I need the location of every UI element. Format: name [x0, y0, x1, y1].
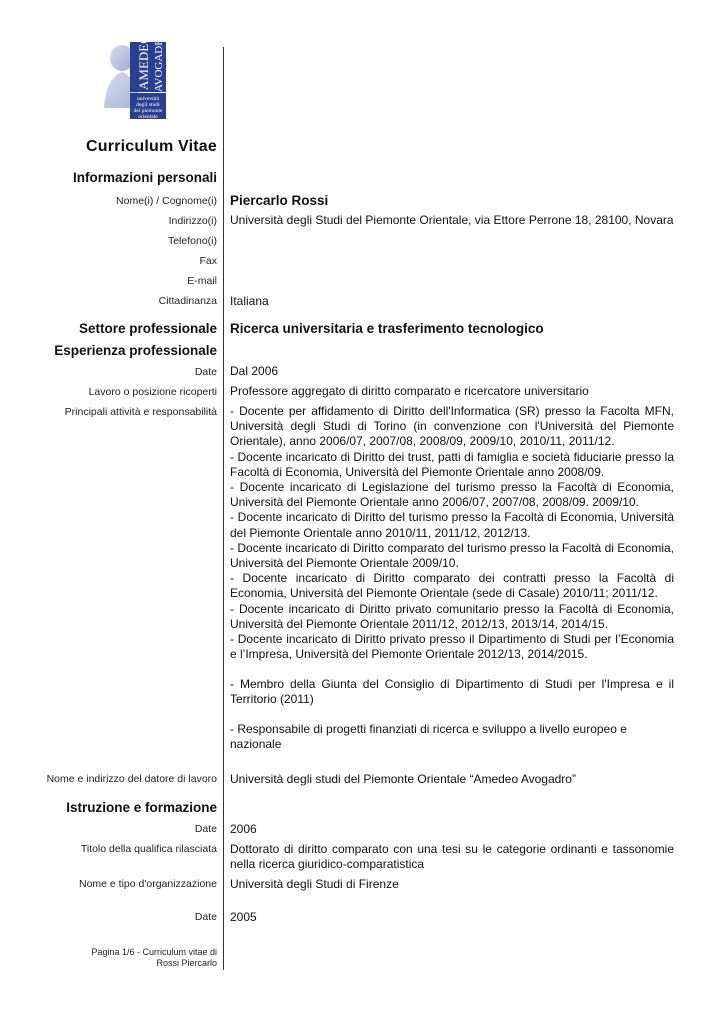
citizenship-label: Cittadinanza	[158, 295, 217, 307]
footer-divider	[223, 946, 224, 970]
employer-label: Nome e indirizzo del datore di lavoro	[46, 773, 217, 785]
activity-item: - Docente incaricato di Diritto dei trust, patti di famiglia e società fiduciarie presso la Facoltà di Economia, Università del Piemonte Orientale anno 2008/09.	[230, 449, 674, 479]
activity-item: - Docente incaricato di Legislazione del turismo presso la Facoltà di Economia, Università del Piemonte Orientale anno 2006/07, 2007/08, 2008/09. 2009/10.	[230, 480, 674, 510]
qualification-value: Dottorato di diritto comparato con una tesi su le categorie ordinanti e tassonomie nella ricerca giuridico-comparatistica	[230, 842, 674, 872]
experience-date-value: Dal 2006	[230, 364, 279, 378]
citizenship-value: Italiana	[230, 294, 269, 308]
experience-date-label: Date	[194, 366, 217, 378]
document-title: Curriculum Vitae	[86, 138, 217, 155]
activity-item: - Docente incaricato di Diritto del turismo presso la Facoltà di Economia, Università del Piemonte Orientale anno 2010/11, 2011/12, 2012/13.	[230, 510, 674, 540]
fax-label: Fax	[199, 255, 217, 267]
address-label: Indirizzo(i)	[168, 215, 217, 227]
logo-sub-4: orientale	[138, 114, 158, 120]
logo-text-top: AMEDEO	[136, 38, 151, 90]
email-label: E-mail	[187, 275, 217, 287]
footer-line-2: Rossi Piercarlo	[156, 958, 217, 968]
qualification-label: Titolo della qualifica rilasciata	[80, 843, 217, 855]
education-date-value: 2006	[230, 822, 257, 836]
experience-heading: Esperienza professionale	[54, 343, 217, 358]
activity-item: - Docente incaricato di Diritto privato comunitario presso la Facoltà di Economia, Università del Piemonte Orientale 2011/12, 2012/13, 2013/14, 2014/15.	[230, 601, 674, 631]
footer-line-1: Pagina 1/6 - Curriculum vitae di	[91, 947, 217, 957]
phone-label: Telefono(i)	[167, 235, 217, 247]
education-date2-label: Date	[194, 911, 217, 923]
avogadro-logo-icon	[100, 38, 172, 120]
logo-sub-1: università	[136, 96, 160, 102]
organization-label: Nome e tipo d'organizzazione	[78, 878, 217, 890]
page-footer	[67, 947, 217, 969]
organization-value: Università degli Studi di Firenze	[230, 877, 399, 891]
activities-list	[230, 404, 674, 662]
activity-item: - Docente incaricato di Diritto comparato dei contratti presso la Facoltà di Economia, Università del Piemonte Orientale (sede di Casale) 2010/11; 2011/12.	[230, 571, 674, 601]
job-value: Professore aggregato di diritto comparato e ricercatore universitario	[230, 384, 589, 398]
education-date2-value: 2005	[230, 910, 257, 924]
logo-text-bottom: AVOGADRO	[153, 38, 165, 92]
name-label: Nome(i) / Cognome(i)	[116, 195, 217, 207]
logo-sub-3: del piemonte	[133, 108, 163, 114]
sector-label: Settore professionale	[78, 321, 217, 336]
personal-info-heading: Informazioni personali	[72, 170, 217, 185]
projects-responsibility: - Responsabile di progetti finanziati di ricerca e sviluppo a livello europeo e nazionale	[230, 722, 627, 752]
university-logo	[100, 38, 172, 120]
logo-sub-2: degli studi	[136, 102, 160, 108]
activity-item: - Docente incaricato di Diritto privato presso il Dipartimento di Studi per l’Economia e l’Impresa, Università del Piemonte Orientale 2012/13, 2014/2015.	[230, 632, 674, 662]
education-heading: Istruzione e formazione	[66, 800, 217, 815]
column-divider	[223, 47, 224, 959]
sector-value: Ricerca universitaria e trasferimento tecnologico	[230, 321, 544, 336]
board-membership: - Membro della Giunta del Consiglio di Dipartimento di Studi per l'Impresa e il Territorio (2011)	[230, 677, 674, 707]
activity-item: - Docente per affidamento di Diritto dell'Informatica (SR) presso la Facolta MFN, Università degli Studi di Torino (in convenzione con l'Università del Piemonte Orientale), anno 2006/07, 2007/08, 2008/09, 2009/10, 2010/11, 2011/12.	[230, 404, 674, 449]
name-value: Piercarlo Rossi	[230, 193, 329, 208]
address-value: Università degli Studi del Piemonte Orientale, via Ettore Perrone 18, 28100, Novara	[230, 213, 674, 227]
activities-label: Principali attività e responsabilità	[64, 406, 217, 418]
employer-value: Università degli studi del Piemonte Orientale “Amedeo Avogadro”	[230, 772, 576, 786]
job-label: Lavoro o posizione ricoperti	[88, 386, 217, 398]
education-date-label: Date	[194, 823, 217, 835]
activity-item: - Docente incaricato di Diritto comparato del turismo presso la Facoltà di Economia, Università del Piemonte Orientale 2009/10.	[230, 540, 674, 571]
